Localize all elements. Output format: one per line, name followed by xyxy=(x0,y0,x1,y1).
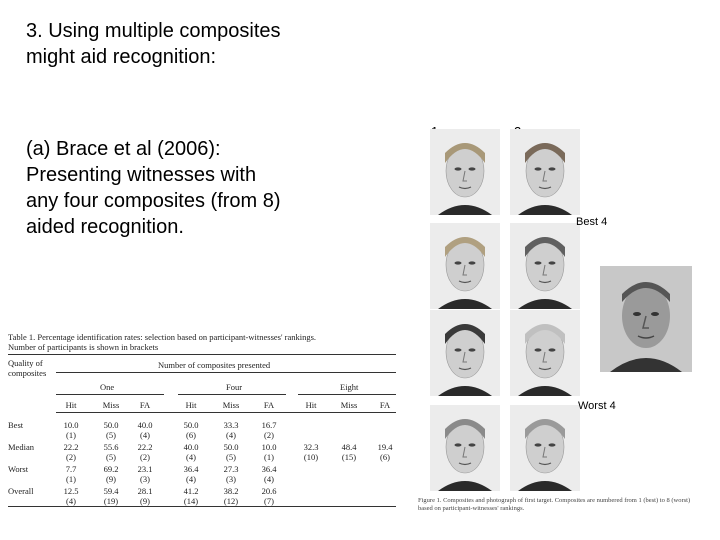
table-cell: 16.7 xyxy=(261,420,277,430)
table-cell-count: (7) xyxy=(264,496,274,506)
table-cell: 22.2 xyxy=(63,442,79,452)
table-cell-count: (5) xyxy=(226,452,236,462)
table-rule xyxy=(178,394,286,395)
table-rule xyxy=(298,394,396,395)
table-subhead: FA xyxy=(379,400,391,410)
table-row-label: Overall xyxy=(8,486,34,496)
table-cell-count: (1) xyxy=(264,452,274,462)
table-cell-count: (6) xyxy=(380,452,390,462)
table-cell-count: (4) xyxy=(140,430,150,440)
composite-face-3 xyxy=(430,223,500,309)
table-subhead: Hit xyxy=(185,400,197,410)
table-cell: 38.2 xyxy=(223,486,239,496)
table-cell: 69.2 xyxy=(103,464,119,474)
table-cell: 27.3 xyxy=(223,464,239,474)
figure-caption: Figure 1. Composites and photograph of first target. Composites are numbered from 1 (best) to 8 (worst) based on participant-witnesses' rankings. xyxy=(418,497,691,512)
table-cell: 23.1 xyxy=(137,464,153,474)
table-cell-count: (3) xyxy=(226,474,236,484)
table-subhead: Miss xyxy=(102,400,120,410)
slide-body-text xyxy=(26,136,386,240)
table-group-eight: Eight xyxy=(340,382,359,392)
table-cell: 59.4 xyxy=(103,486,119,496)
table-subhead: Miss xyxy=(222,400,240,410)
table-cell: 48.4 xyxy=(341,442,357,452)
table-subhead: Hit xyxy=(305,400,317,410)
heading-line-2: might aid recognition: xyxy=(26,46,217,68)
composite-face-2 xyxy=(510,129,580,215)
table-header-quality: Quality of xyxy=(8,358,43,368)
table-rule xyxy=(56,372,396,373)
table-cell: 22.2 xyxy=(137,442,153,452)
table-cell-count: (2) xyxy=(66,452,76,462)
table-cell-count: (2) xyxy=(140,452,150,462)
table-row-label: Worst xyxy=(8,464,29,474)
table-cell: 12.5 xyxy=(63,486,79,496)
table-cell-count: (6) xyxy=(186,430,196,440)
table-cell-count: (3) xyxy=(140,474,150,484)
body-line-1: (a) Brace et al (2006): xyxy=(26,138,221,160)
results-table xyxy=(8,332,398,510)
table-rule xyxy=(56,412,396,413)
table-cell-count: (15) xyxy=(341,452,357,462)
table-cell-count: (1) xyxy=(66,430,76,440)
slide-heading xyxy=(26,18,386,70)
table-cell-count: (1) xyxy=(66,474,76,484)
body-line-3: any four composites (from 8) xyxy=(26,190,281,212)
table-cell: 28.1 xyxy=(137,486,153,496)
table-cell: 40.0 xyxy=(137,420,153,430)
table-cell: 7.7 xyxy=(65,464,77,474)
table-cell: 40.0 xyxy=(183,442,199,452)
table-subhead: FA xyxy=(263,400,275,410)
table-cell-count: (10) xyxy=(303,452,319,462)
table-cell: 10.0 xyxy=(63,420,79,430)
table-cell-count: (14) xyxy=(183,496,199,506)
table-cell: 10.0 xyxy=(261,442,277,452)
composite-face-8 xyxy=(510,405,580,491)
target-photograph xyxy=(600,266,692,372)
table-cell-count: (2) xyxy=(264,430,274,440)
table-cell-count: (5) xyxy=(106,430,116,440)
table-row-label: Median xyxy=(8,442,34,452)
table-cell: 41.2 xyxy=(183,486,199,496)
table-subhead: Hit xyxy=(65,400,77,410)
table-cell-count: (4) xyxy=(66,496,76,506)
table-cell: 50.0 xyxy=(183,420,199,430)
table-group-one: One xyxy=(100,382,115,392)
table-group-four: Four xyxy=(226,382,243,392)
table-cell-count: (9) xyxy=(106,474,116,484)
composite-face-6 xyxy=(510,310,580,396)
worst-4-label: Worst 4 xyxy=(578,400,616,412)
table-cell: 36.4 xyxy=(261,464,277,474)
table-header-number: Number of composites presented xyxy=(158,360,271,370)
table-rule xyxy=(8,506,396,507)
table-cell: 19.4 xyxy=(377,442,393,452)
table-cell: 36.4 xyxy=(183,464,199,474)
heading-line-1: 3. Using multiple composites xyxy=(26,20,281,42)
table-cell-count: (19) xyxy=(103,496,119,506)
table-cell: 33.3 xyxy=(223,420,239,430)
table-caption-2: Number of participants is shown in brackets xyxy=(8,342,159,352)
table-cell-count: (4) xyxy=(186,474,196,484)
table-row-label: Best xyxy=(8,420,24,430)
table-cell: 20.6 xyxy=(261,486,277,496)
table-cell-count: (4) xyxy=(226,430,236,440)
composite-face-1 xyxy=(430,129,500,215)
table-rule xyxy=(8,354,396,355)
body-line-2: Presenting witnesses with xyxy=(26,164,257,186)
table-cell-count: (9) xyxy=(140,496,150,506)
composite-face-5 xyxy=(430,310,500,396)
table-cell: 55.6 xyxy=(103,442,119,452)
body-line-4: aided recognition. xyxy=(26,216,184,238)
table-cell-count: (12) xyxy=(223,496,239,506)
table-cell-count: (5) xyxy=(106,452,116,462)
composite-face-4 xyxy=(510,223,580,309)
table-cell-count: (4) xyxy=(264,474,274,484)
table-cell: 32.3 xyxy=(303,442,319,452)
composite-face-7 xyxy=(430,405,500,491)
table-rule xyxy=(56,394,164,395)
table-header-quality-2: composites xyxy=(8,368,47,378)
table-cell: 50.0 xyxy=(223,442,239,452)
table-cell: 50.0 xyxy=(103,420,119,430)
table-subhead: FA xyxy=(139,400,151,410)
table-subhead: Miss xyxy=(340,400,358,410)
table-cell-count: (4) xyxy=(186,452,196,462)
best-4-label: Best 4 xyxy=(576,216,608,228)
table-caption-1: Table 1. Percentage identification rates: selection based on participant-witnesses' rankings. xyxy=(8,332,317,342)
